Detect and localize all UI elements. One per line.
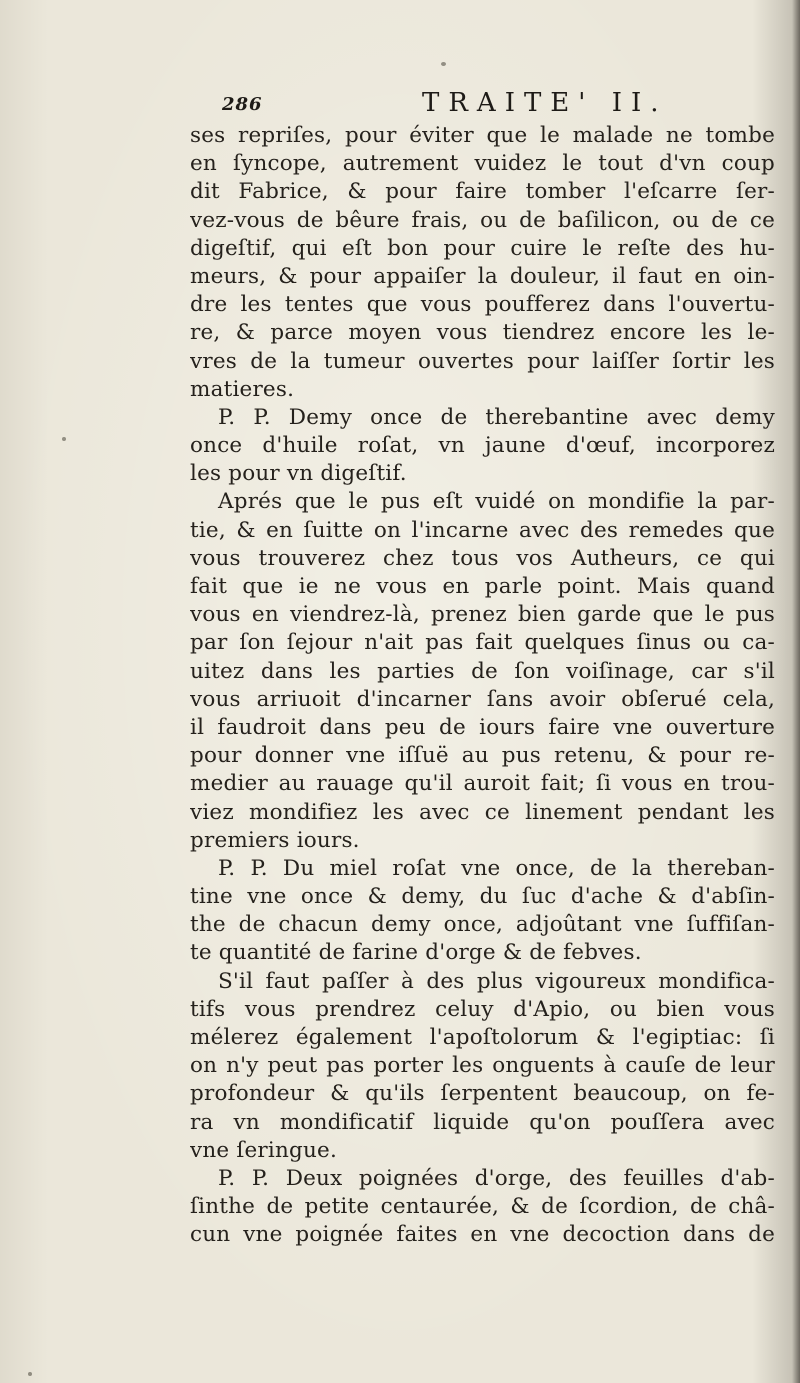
text-line: vous en viendrez-là, prenez bien garde que le pus — [190, 602, 775, 628]
text-line: meurs, & pour appaiſer la douleur, il faut en oin- — [190, 263, 775, 289]
recipe-line: P. P. Demy once de therebantine avec demy — [218, 404, 775, 430]
text-line: tifs vous prendrez celuy d'Apio, ou bien vous — [190, 996, 775, 1022]
text-line: mélerez également l'apoſtolorum & l'egiptiac: ſi — [190, 1025, 775, 1050]
text-line: uitez dans les parties de ſon voiſinage, car s'il — [190, 658, 775, 684]
page-edge-shadow — [792, 0, 800, 1383]
text-line: vous trouverez chez tous vos Autheurs, ce qui — [190, 545, 775, 571]
text-line: on n'y peut pas porter les onguents à cauſe de leur — [190, 1053, 775, 1079]
text-line: matieres. — [190, 376, 295, 402]
recipe-line: P. P. Deux poignées d'orge, des feuilles d'ab- — [218, 1165, 775, 1191]
running-title: TRAITE' II. — [422, 88, 668, 118]
text-line: vres de la tumeur ouvertes pour laiſſer ſortir les — [190, 348, 775, 374]
text-line: vne ſeringue. — [190, 1137, 338, 1163]
text-line: ses repriſes, pour éviter que le malade ne tombe — [190, 123, 775, 148]
ink-speck — [62, 437, 66, 441]
text-line: dre les tentes que vous poufferez dans l'ouvertu- — [190, 292, 775, 318]
paragraph-start-line: Aprés que le pus eſt vuidé on mondifie la par- — [218, 489, 775, 515]
text-line: par ſon ſejour n'ait pas fait quelques ſinus ou ca- — [190, 630, 775, 656]
text-line: the de chacun demy once, adjoûtant vne ſuffiſan- — [190, 912, 775, 938]
text-line: te quantité de farine d'orge & de febves. — [190, 940, 642, 966]
body-text — [190, 122, 775, 1250]
text-line: re, & parce moyen vous tiendrez encore les le- — [190, 320, 775, 346]
page-number: 286 — [222, 94, 263, 115]
text-line: en ſyncope, autrement vuidez le tout d'vn coup — [190, 151, 775, 177]
text-line: tie, & en ſuitte on l'incarne avec des remedes que — [190, 517, 775, 543]
paragraph-start-line: S'il faut paſſer à des plus vigoureux mondifica- — [218, 968, 775, 994]
text-line: il faudroit dans peu de iours faire vne ouverture — [190, 714, 775, 740]
text-line: viez mondifiez les avec ce linement pendant les — [190, 799, 775, 825]
text-line: once d'huile roſat, vn jaune d'œuf, incorporez — [190, 433, 775, 459]
text-line: vous arriuoit d'incarner ſans avoir obſerué cela, — [190, 686, 775, 712]
text-line: vez-vous de bêure frais, ou de baſilicon, ou de ce — [190, 207, 775, 233]
text-line: premiers iours. — [190, 827, 360, 853]
ink-speck — [441, 62, 446, 66]
ink-speck — [28, 1372, 32, 1376]
recipe-line: P. P. Du miel roſat vne once, de la thereban- — [218, 855, 775, 881]
text-line: dit Fabrice, & pour faire tomber l'eſcarre ſer- — [190, 179, 775, 205]
text-line: profondeur & qu'ils ſerpentent beaucoup, on fe- — [190, 1081, 775, 1107]
text-line: pour donner vne iſſuë au pus retenu, & pour re- — [190, 743, 775, 769]
text-line: les pour vn digeſtif. — [190, 461, 407, 487]
text-line: medier au rauage qu'il auroit fait; ſi vous en trou- — [190, 771, 775, 797]
page-header — [222, 88, 782, 122]
text-line: ſinthe de petite centaurée, & de ſcordion, de châ- — [190, 1194, 775, 1220]
text-line: fait que ie ne vous en parle point. Mais quand — [190, 574, 775, 599]
text-line: cun vne poignée faites en vne decoction dans de — [190, 1222, 775, 1248]
text-line: tine vne once & demy, du ſuc d'ache & d'abſin- — [190, 884, 775, 910]
text-line: digeſtif, qui eſt bon pour cuire le reſte des hu- — [190, 235, 775, 261]
text-line: ra vn mondificatif liquide qu'on pouſſera avec — [190, 1109, 775, 1135]
